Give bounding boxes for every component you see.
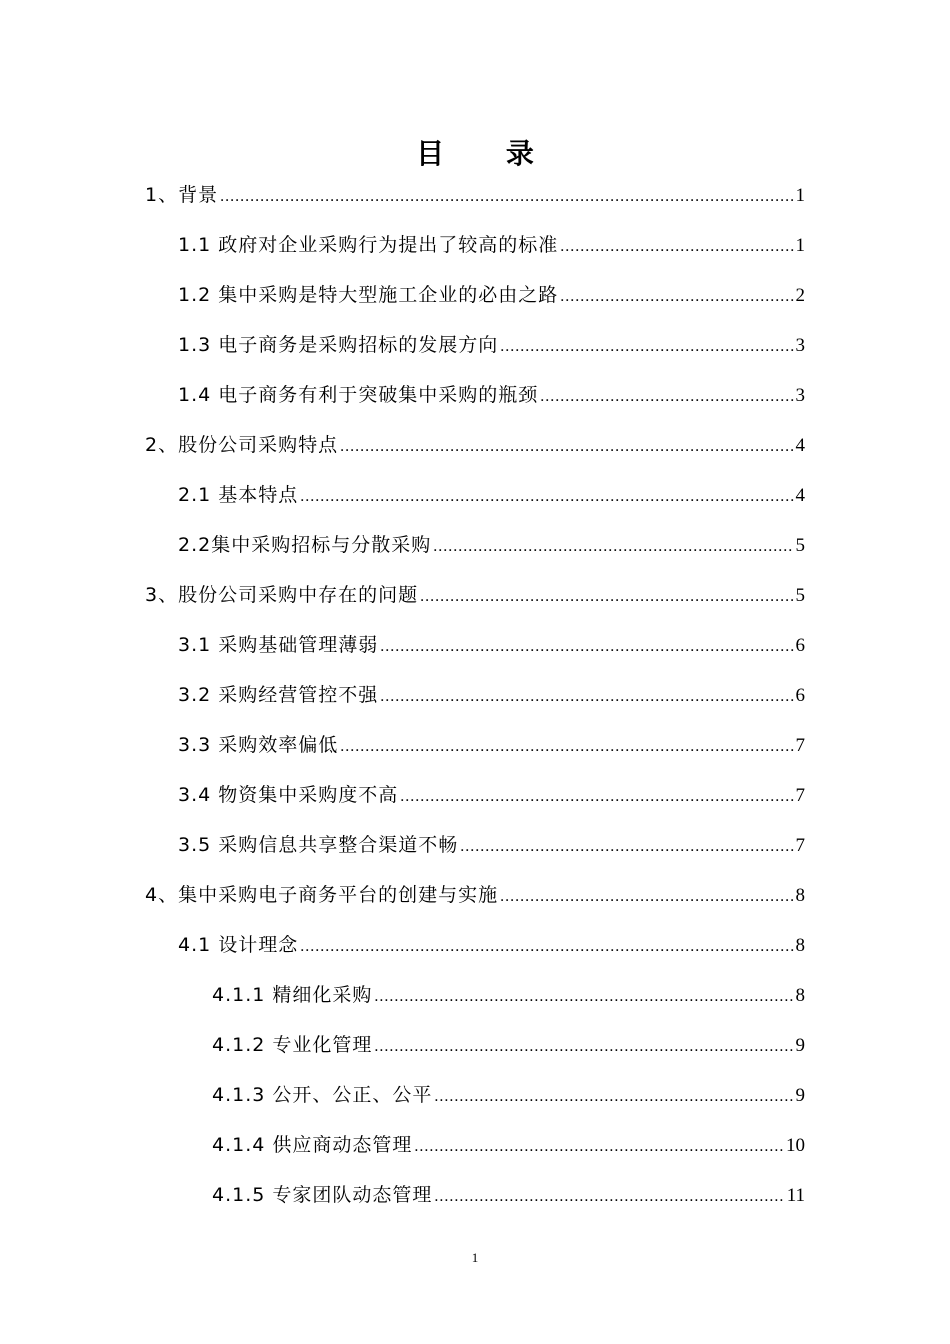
toc-entry[interactable] <box>178 280 805 320</box>
toc-entry-page: 9 <box>795 1085 805 1106</box>
toc-entry-label: 3.1 采购基础管理薄弱 <box>178 634 379 656</box>
toc-entry-label: 4.1.1 精细化采购 <box>212 984 373 1006</box>
dot-leader <box>300 488 793 506</box>
toc-entry[interactable] <box>145 580 805 620</box>
toc-entry-page: 10 <box>786 1135 805 1156</box>
toc-entry[interactable] <box>178 630 805 670</box>
toc-entry-page: 1 <box>795 185 805 206</box>
toc-entry[interactable] <box>212 1030 805 1070</box>
dot-leader <box>220 188 793 206</box>
toc-entry-page: 6 <box>795 685 805 706</box>
dot-leader <box>300 938 793 956</box>
toc-entry-page: 5 <box>795 585 805 606</box>
toc-entry-label: 2.2集中采购招标与分散采购 <box>178 534 432 556</box>
toc-entry-page: 8 <box>795 935 805 956</box>
toc-entry-page: 5 <box>795 535 805 556</box>
toc-entry-label: 4.1.3 公开、公正、公平 <box>212 1084 433 1106</box>
dot-leader <box>500 888 793 906</box>
toc-entry-page: 4 <box>795 485 805 506</box>
toc-entry-label: 3.2 采购经营管控不强 <box>178 684 379 706</box>
dot-leader <box>380 688 793 706</box>
toc-entry-label: 3.5 采购信息共享整合渠道不畅 <box>178 834 459 856</box>
toc-entry[interactable] <box>212 1180 805 1220</box>
toc-entry-label: 2、股份公司采购特点 <box>145 434 339 456</box>
toc-entry-label: 2.1 基本特点 <box>178 484 299 506</box>
toc-entry-label: 3.3 采购效率偏低 <box>178 734 339 756</box>
toc-entry-label: 4.1 设计理念 <box>178 934 299 956</box>
toc-entry-label: 1.2 集中采购是特大型施工企业的必由之路 <box>178 284 559 306</box>
toc-entry[interactable] <box>178 930 805 970</box>
toc-entry-label: 3.4 物资集中采购度不高 <box>178 784 399 806</box>
dot-leader <box>560 238 793 256</box>
toc-entry[interactable] <box>178 380 805 420</box>
toc-entry[interactable] <box>145 430 805 470</box>
toc-entry[interactable] <box>178 230 805 270</box>
toc-entry-label: 4.1.5 专家团队动态管理 <box>212 1184 433 1206</box>
toc-entry-page: 6 <box>795 635 805 656</box>
toc-entry-label: 4.1.2 专业化管理 <box>212 1034 373 1056</box>
toc-entry[interactable] <box>212 980 805 1020</box>
toc-entry[interactable] <box>212 1080 805 1120</box>
dot-leader <box>560 288 793 306</box>
toc-entry[interactable] <box>145 180 805 220</box>
toc-title: 目 录 <box>416 137 560 170</box>
toc-entry-page: 3 <box>795 335 805 356</box>
toc-entry[interactable] <box>178 730 805 770</box>
page-number: 1 <box>471 1250 479 1265</box>
dot-leader <box>374 988 793 1006</box>
toc-entry[interactable] <box>178 480 805 520</box>
toc-entry[interactable] <box>178 780 805 820</box>
toc-entry-label: 3、股份公司采购中存在的问题 <box>145 584 419 606</box>
toc-entry-page: 7 <box>795 785 805 806</box>
toc-entry[interactable] <box>178 830 805 870</box>
toc-entry-page: 11 <box>786 1185 805 1206</box>
toc-entry-page: 8 <box>795 885 805 906</box>
dot-leader <box>540 388 793 406</box>
toc-entry[interactable] <box>178 330 805 370</box>
dot-leader <box>400 788 793 806</box>
toc-entry-label: 1.4 电子商务有利于突破集中采购的瓶颈 <box>178 384 539 406</box>
dot-leader <box>414 1138 784 1156</box>
toc-entry-label: 1.1 政府对企业采购行为提出了较高的标准 <box>178 234 559 256</box>
toc-entry-label: 4.1.4 供应商动态管理 <box>212 1134 413 1156</box>
toc-entry-page: 3 <box>795 385 805 406</box>
toc-entry-page: 9 <box>795 1035 805 1056</box>
toc-entry[interactable] <box>178 680 805 720</box>
toc-entry-label: 1.3 电子商务是采购招标的发展方向 <box>178 334 499 356</box>
toc-entry-label: 1、背景 <box>145 184 219 206</box>
dot-leader <box>374 1038 793 1056</box>
toc-entry-page: 4 <box>795 435 805 456</box>
toc-entry-page: 1 <box>795 235 805 256</box>
toc-entry[interactable] <box>178 530 805 570</box>
toc-entry[interactable] <box>145 880 805 920</box>
dot-leader <box>340 738 793 756</box>
dot-leader <box>340 438 793 456</box>
toc-entry-page: 8 <box>795 985 805 1006</box>
dot-leader <box>420 588 793 606</box>
toc-entry-page: 7 <box>795 835 805 856</box>
dot-leader <box>434 1088 793 1106</box>
toc-entry-page: 7 <box>795 735 805 756</box>
toc-entry-page: 2 <box>795 285 805 306</box>
dot-leader <box>500 338 793 356</box>
toc-entry-label: 4、集中采购电子商务平台的创建与实施 <box>145 884 499 906</box>
dot-leader <box>433 538 793 556</box>
dot-leader <box>460 838 793 856</box>
toc-entry[interactable] <box>212 1130 805 1170</box>
dot-leader <box>380 638 793 656</box>
dot-leader <box>434 1188 784 1206</box>
